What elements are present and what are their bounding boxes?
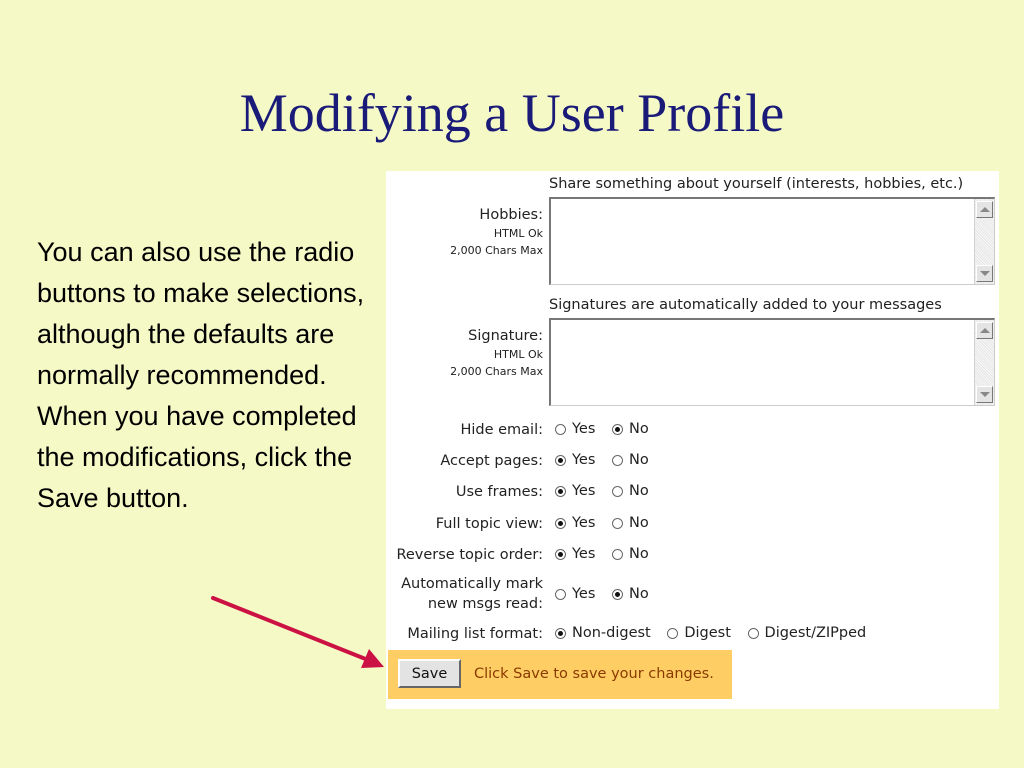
- profile-form-panel: [386, 171, 999, 709]
- mailing-list-format-options: [555, 625, 878, 643]
- use-frames-yes[interactable]: Yes: [555, 483, 595, 499]
- use-frames-no[interactable]: No: [612, 483, 649, 499]
- radio-selected-icon[interactable]: [555, 455, 566, 466]
- hobbies-label-group: [450, 205, 543, 259]
- hobbies-textarea[interactable]: [549, 197, 995, 285]
- reverse-topic-order-yes[interactable]: Yes: [555, 546, 595, 562]
- mailing-list-format-label: Mailing list format:: [407, 626, 543, 642]
- arrow-up-icon: [980, 207, 990, 212]
- use-frames-options: [555, 483, 661, 501]
- scroll-up-button[interactable]: [976, 201, 993, 218]
- slide-body-text: You can also use the radio buttons to make selections, although the defaults are normally recommended. When you have completed the modifications, click the Save button.: [37, 237, 372, 513]
- hide-email-yes[interactable]: Yes: [555, 421, 595, 437]
- arrow-shaft: [213, 598, 368, 660]
- accept-pages-yes[interactable]: Yes: [555, 452, 595, 468]
- radio-unselected-icon[interactable]: [555, 424, 566, 435]
- radio-unselected-icon[interactable]: [612, 549, 623, 560]
- mailing-digest-zipped[interactable]: Digest/ZIPped: [748, 625, 867, 641]
- radio-selected-icon[interactable]: [612, 424, 623, 435]
- accept-pages-label: Accept pages:: [440, 453, 543, 469]
- radio-selected-icon[interactable]: [555, 549, 566, 560]
- signature-scrollbar[interactable]: [974, 320, 994, 405]
- signature-hint: Signatures are automatically added to your messages: [549, 297, 942, 313]
- hide-email-options: [555, 421, 661, 439]
- radio-unselected-icon[interactable]: [748, 628, 759, 639]
- hobbies-chars-max: 2,000 Chars Max: [450, 244, 543, 257]
- radio-selected-icon[interactable]: [555, 628, 566, 639]
- radio-selected-icon[interactable]: [555, 518, 566, 529]
- radio-unselected-icon[interactable]: [612, 486, 623, 497]
- accept-pages-options: [555, 452, 661, 470]
- radio-selected-icon[interactable]: [555, 486, 566, 497]
- auto-mark-label-line1: Automatically mark: [401, 576, 543, 592]
- radio-selected-icon[interactable]: [612, 589, 623, 600]
- arrow-down-icon: [980, 392, 990, 397]
- mailing-digest[interactable]: Digest: [667, 625, 731, 641]
- radio-unselected-icon[interactable]: [667, 628, 678, 639]
- arrow-down-icon: [980, 271, 990, 276]
- auto-mark-label-line2: new msgs read:: [427, 596, 543, 612]
- arrow-up-icon: [980, 328, 990, 333]
- reverse-topic-order-label: Reverse topic order:: [396, 547, 543, 563]
- signature-textarea[interactable]: [549, 318, 995, 406]
- auto-mark-label-group: [401, 574, 543, 614]
- scroll-down-button[interactable]: [976, 265, 993, 282]
- use-frames-label: Use frames:: [455, 484, 543, 500]
- full-topic-view-label: Full topic view:: [435, 516, 543, 532]
- auto-mark-options: [555, 586, 661, 604]
- arrow-head-icon: [361, 649, 384, 668]
- hobbies-label: Hobbies:: [479, 207, 543, 223]
- save-button[interactable]: Save: [398, 659, 461, 688]
- accept-pages-no[interactable]: No: [612, 452, 649, 468]
- signature-chars-max: 2,000 Chars Max: [450, 365, 543, 378]
- radio-unselected-icon[interactable]: [612, 518, 623, 529]
- full-topic-view-yes[interactable]: Yes: [555, 515, 595, 531]
- radio-unselected-icon[interactable]: [555, 589, 566, 600]
- mailing-non-digest[interactable]: Non-digest: [555, 625, 651, 641]
- hobbies-scrollbar[interactable]: [974, 199, 994, 284]
- signature-html-ok: HTML Ok: [493, 348, 543, 361]
- full-topic-view-no[interactable]: No: [612, 515, 649, 531]
- scroll-down-button[interactable]: [976, 386, 993, 403]
- full-topic-view-options: [555, 515, 661, 533]
- hide-email-no[interactable]: No: [612, 421, 649, 437]
- hobbies-html-ok: HTML Ok: [493, 227, 543, 240]
- save-message: Click Save to save your changes.: [474, 666, 714, 682]
- scroll-up-button[interactable]: [976, 322, 993, 339]
- auto-mark-no[interactable]: No: [612, 586, 649, 602]
- slide-title: Modifying a User Profile: [239, 83, 785, 143]
- hide-email-label: Hide email:: [460, 422, 543, 438]
- reverse-topic-order-no[interactable]: No: [612, 546, 649, 562]
- save-bar: [388, 650, 732, 699]
- hobbies-hint: Share something about yourself (interests, hobbies, etc.): [549, 176, 964, 192]
- auto-mark-yes[interactable]: Yes: [555, 586, 595, 602]
- radio-unselected-icon[interactable]: [612, 455, 623, 466]
- reverse-topic-order-options: [555, 546, 661, 564]
- signature-label: Signature:: [468, 328, 543, 344]
- signature-label-group: [450, 326, 543, 380]
